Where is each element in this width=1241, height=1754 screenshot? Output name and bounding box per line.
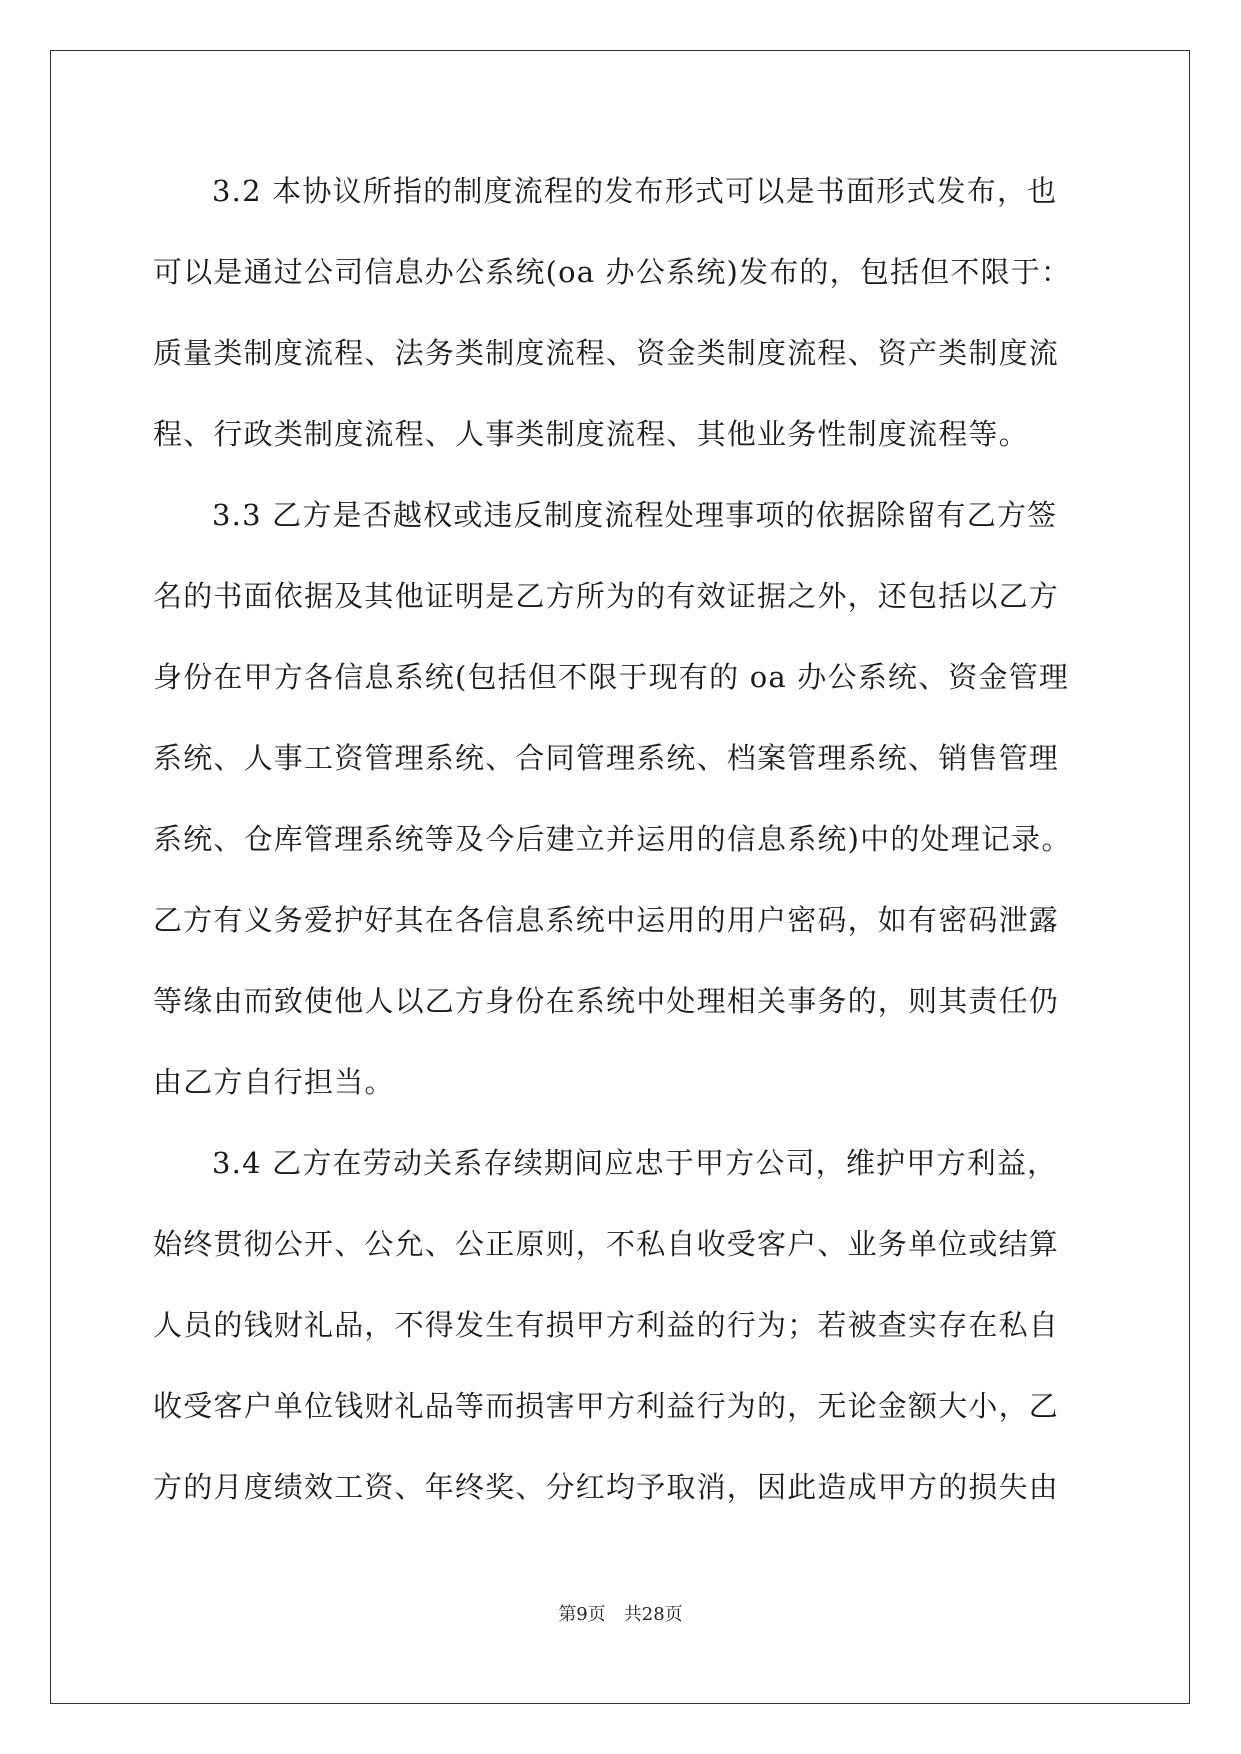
text-line: 3.3 乙方是否越权或违反制度流程处理事项的依据除留有乙方签 — [212, 498, 1058, 532]
text-line: 乙方有义务爱护好其在各信息系统中运用的用户密码，如有密码泄露 — [153, 903, 1060, 937]
text-line: 3.4 乙方在劳动关系存续期间应忠于甲方公司，维护甲方利益， — [212, 1146, 1058, 1180]
text-line: 收受客户单位钱财礼品等而损害甲方利益行为的，无论金额大小，乙 — [153, 1389, 1060, 1423]
text-line: 系统、人事工资管理系统、合同管理系统、档案管理系统、销售管理 — [153, 741, 1060, 775]
page-footer — [0, 1600, 1241, 1626]
text-line: 程、行政类制度流程、人事类制度流程、其他业务性制度流程等。 — [153, 417, 1029, 451]
page-number: 第9页 — [558, 1604, 606, 1625]
text-line: 可以是通过公司信息办公系统(oa 办公系统)发布的，包括但不限于： — [153, 255, 1072, 289]
text-line: 方的月度绩效工资、年终奖、分红均予取消，因此造成甲方的损失由 — [153, 1470, 1060, 1504]
text-line: 人员的钱财礼品，不得发生有损甲方利益的行为；若被查实存在私自 — [153, 1308, 1060, 1342]
text-line: 等缘由而致使他人以乙方身份在系统中处理相关事务的，则其责任仍 — [153, 984, 1060, 1018]
text-line: 身份在甲方各信息系统(包括但不限于现有的 oa 办公系统、资金管理 — [153, 660, 1070, 694]
text-line: 3.2 本协议所指的制度流程的发布形式可以是书面形式发布，也 — [212, 174, 1058, 208]
text-line: 质量类制度流程、法务类制度流程、资金类制度流程、资产类制度流 — [153, 336, 1060, 370]
text-line: 由乙方自行担当。 — [153, 1065, 395, 1099]
text-line: 名的书面依据及其他证明是乙方所为的有效证据之外，还包括以乙方 — [153, 579, 1060, 613]
page-total: 共28页 — [623, 1604, 683, 1625]
document-body — [153, 158, 1093, 1535]
text-line: 系统、仓库管理系统等及今后建立并运用的信息系统)中的处理记录。 — [153, 822, 1072, 856]
text-line: 始终贯彻公开、公允、公正原则，不私自收受客户、业务单位或结算 — [153, 1227, 1060, 1261]
